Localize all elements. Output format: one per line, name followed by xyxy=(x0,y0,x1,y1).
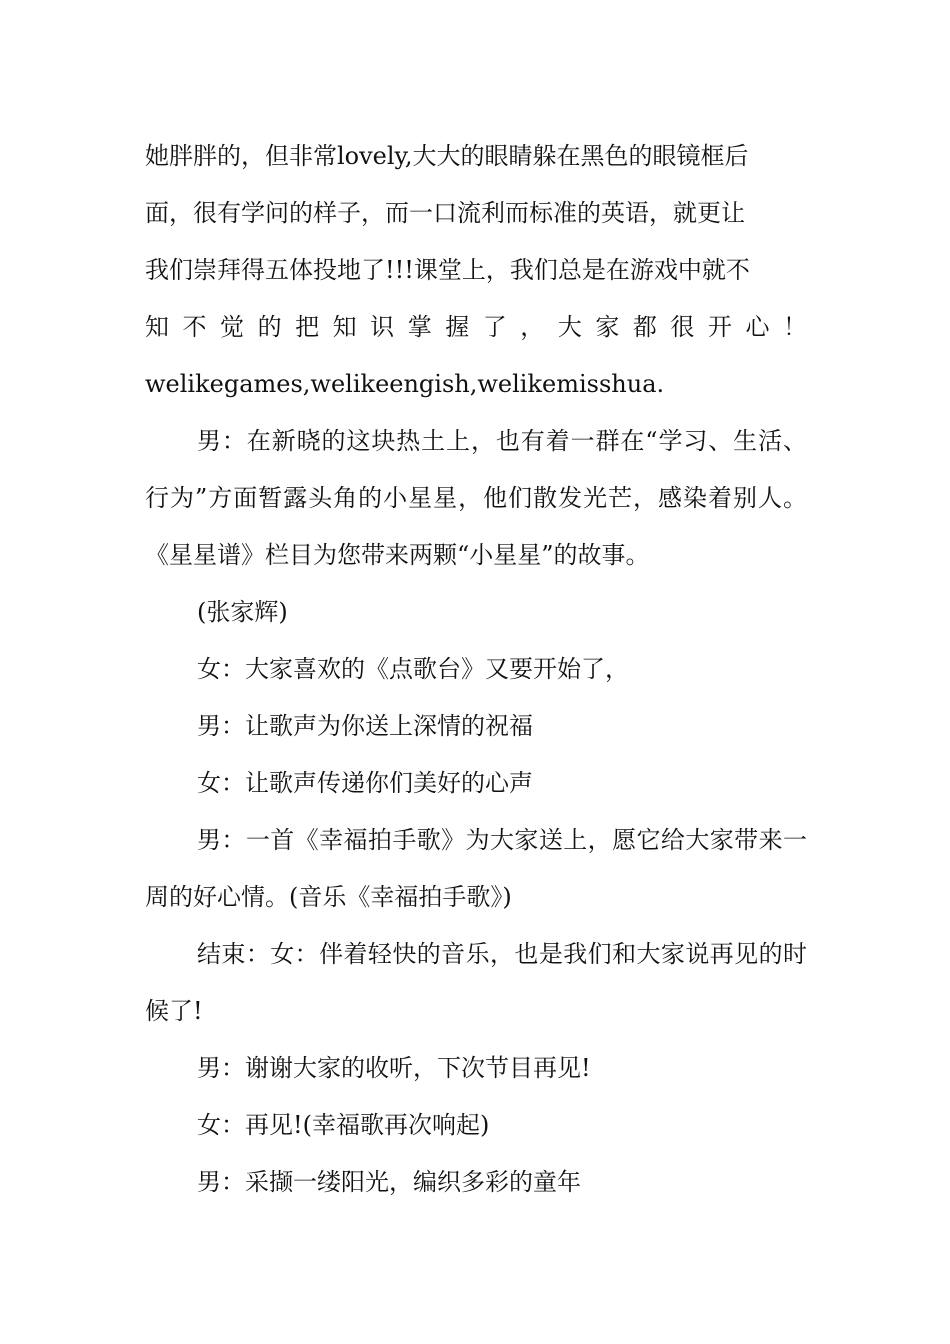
paragraph-dialogue: 男：让歌声为你送上深情的祝福 xyxy=(197,712,533,740)
text-line: 我们崇拜得五体投地了!!!课堂上，我们总是在游戏中就不 xyxy=(145,256,750,284)
text-line: welikegames,welikeengish,welikemisshua. xyxy=(145,370,665,398)
paragraph-dialogue: 女：让歌声传递你们美好的心声 xyxy=(197,769,533,797)
document-body xyxy=(145,128,807,1211)
paragraph-dialogue: 男：一首《幸福拍手歌》为大家送上，愿它给大家带来一周的好心情。(音乐《幸福拍手歌》) xyxy=(145,826,807,911)
paragraph-dialogue: 男：采撷一缕阳光，编织多彩的童年 xyxy=(197,1168,581,1196)
text-line: 面，很有学问的样子，而一口流利而标准的英语，就更让 xyxy=(145,199,745,227)
paragraph-speaker-note: (张家辉) xyxy=(197,598,288,626)
paragraph-closing: 结束：女：伴着轻快的音乐，也是我们和大家说再见的时候了! xyxy=(145,940,807,1025)
paragraph-star-intro: 男：在新晓的这块热土上，也有着一群在“学习、生活、行为”方面暂露头角的小星星，他们散发光芒，感染着别人。《星星谱》栏目为您带来两颗“小星星”的故事。 xyxy=(145,427,807,569)
paragraph-dialogue: 男：谢谢大家的收听，下次节目再见! xyxy=(197,1054,591,1082)
text-line: 她胖胖的，但非常lovely,大大的眼睛躲在黑色的眼镜框后 xyxy=(145,142,749,170)
paragraph-dialogue: 女：再见!(幸福歌再次响起) xyxy=(197,1111,490,1139)
paragraph-miss-hua xyxy=(145,128,807,413)
text-line-spread: 知 不 觉 的 把 知 识 掌 握 了 ， 大 家 都 很 开 心 ！ xyxy=(145,313,807,341)
paragraph-dialogue: 女：大家喜欢的《点歌台》又要开始了， xyxy=(197,655,629,683)
